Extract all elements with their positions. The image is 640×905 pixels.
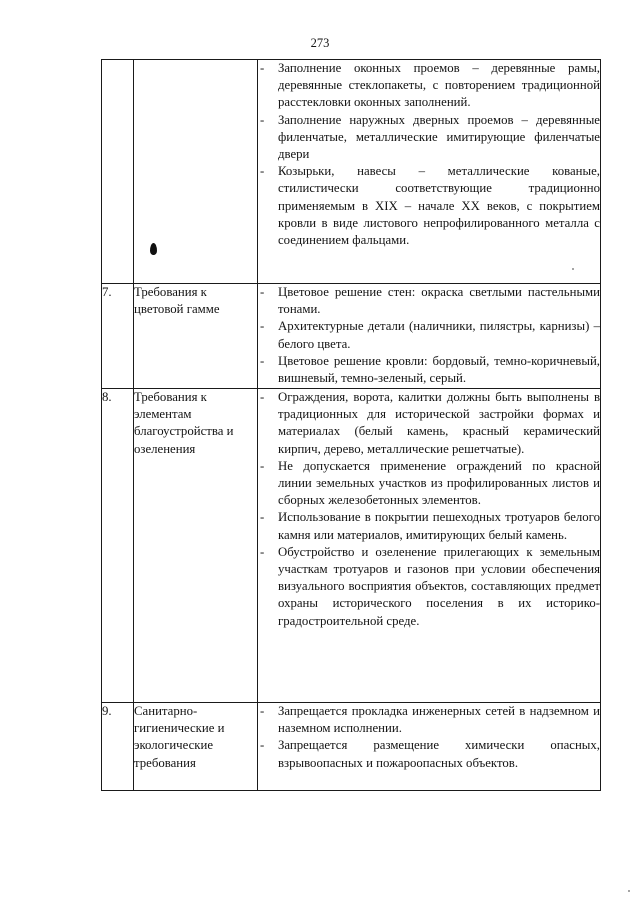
row-number: 8. <box>102 389 134 703</box>
row-number: 7. <box>102 284 134 389</box>
requirement-category: Требования к цветовой гамме <box>134 284 258 389</box>
regulations-table <box>101 59 601 791</box>
table-row <box>102 389 601 703</box>
requirement-list <box>258 60 600 249</box>
requirement-list <box>258 703 600 772</box>
requirement-list <box>258 389 600 630</box>
requirement-list-cell <box>258 389 601 703</box>
requirement-item: - Заполнение оконных проемов – деревянные рамы, деревянные стеклопакеты, с повторением традиционной расстекловки оконных заполнений. <box>258 60 600 112</box>
requirement-list <box>258 284 600 387</box>
table-row <box>102 60 601 284</box>
requirement-category: Санитарно-гигиенические и экологические требования <box>134 703 258 791</box>
requirement-item: - Цветовое решение стен: окраска светлыми пастельными тонами. <box>258 284 600 318</box>
scan-speck <box>628 890 630 892</box>
requirement-item: - Заполнение наружных дверных проемов – деревянные филенчатые, металлические имитирующие филенчатые двери <box>258 112 600 164</box>
requirement-list-cell <box>258 703 601 791</box>
requirement-item: - Архитектурные детали (наличники, пилястры, карнизы) – белого цвета. <box>258 318 600 352</box>
requirement-item: - Не допускается применение ограждений по красной линии земельных участков из профилированных листов и сборных железобетонных элементов. <box>258 458 600 510</box>
requirement-item: - Ограждения, ворота, калитки должны быть выполнены в традиционных для исторической застройки формах и материалах (белый камень, красный керамический кирпич, дерево, металлические решетчатые). <box>258 389 600 458</box>
requirement-item: - Цветовое решение кровли: бордовый, темно-коричневый, вишневый, темно-зеленый, серый. <box>258 353 600 387</box>
table-row <box>102 284 601 389</box>
scan-speck <box>572 268 574 270</box>
requirement-list-cell <box>258 60 601 284</box>
requirement-item: - Запрещается прокладка инженерных сетей в надземном и наземном исполнении. <box>258 703 600 737</box>
row-number: 9. <box>102 703 134 791</box>
requirement-item: - Козырьки, навесы – металлические кованые, стилистически соответствующие традиционно применяемым в XIX – начале XX веков, с покрытием кровли в виде листового непрофилированного металла с соединением фальцами. <box>258 163 600 249</box>
requirement-item: - Обустройство и озеленение прилегающих к земельным участкам тротуаров и газонов при условии обеспечения визуального восприятия объектов, составляющих предмет охраны исторического поселения в их историко-градостроительной среде. <box>258 544 600 630</box>
row-number <box>102 60 134 284</box>
requirement-item: - Использование в покрытии пешеходных тротуаров белого камня или материалов, имитирующих белый камень. <box>258 509 600 543</box>
requirement-category: Требования к элементам благоустройства и озеленения <box>134 389 258 703</box>
table-row <box>102 703 601 791</box>
requirement-item: - Запрещается размещение химически опасных, взрывоопасных и пожароопасных объектов. <box>258 737 600 771</box>
page-number: 273 <box>310 36 330 50</box>
ink-blot-mark <box>150 243 157 255</box>
requirement-list-cell <box>258 284 601 389</box>
